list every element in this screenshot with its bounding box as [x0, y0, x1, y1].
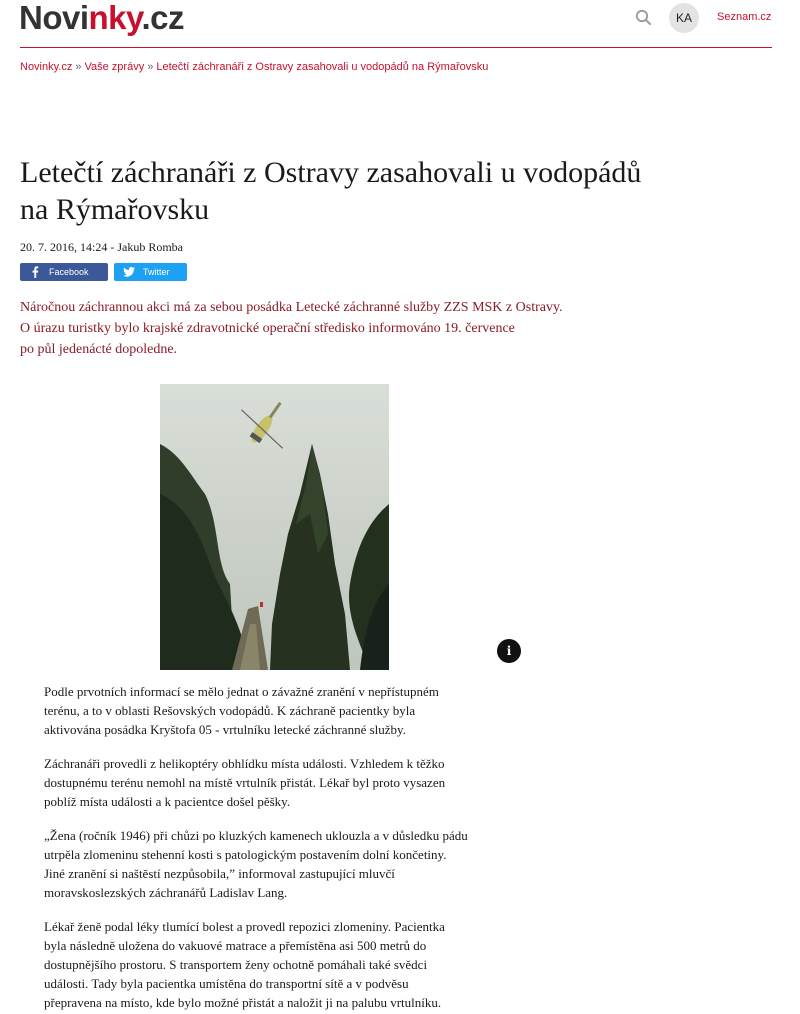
user-avatar[interactable]: KA [669, 3, 699, 33]
paragraph-line: dostupnému terénu nemohl na místě vrtulník přistát. Lékař byl proto vysazen [44, 775, 446, 790]
article-paragraph [44, 682, 514, 739]
breadcrumb-section[interactable]: Vaše zprávy [84, 61, 145, 73]
paragraph-line: Záchranáři provedli z helikoptéry obhlídku místa události. Vzhledem k těžko [44, 756, 445, 771]
breadcrumb [20, 61, 488, 73]
title-line: Letečtí záchranáři z Ostravy zasahovali u vodopádů [20, 156, 642, 189]
article-title [20, 154, 740, 228]
photo-info-button[interactable]: i [497, 639, 521, 663]
perex-line: po půl jedenácté dopoledne. [20, 342, 178, 357]
breadcrumb-separator: » [75, 61, 82, 73]
twitter-icon [123, 266, 135, 278]
paragraph-line: byla následně uložena do vakuové matrace a přemístěna asi 500 metrů do [44, 938, 427, 953]
paragraph-line: aktivována posádka Kryštofa 05 - vrtulníku letecké záchranné služby. [44, 722, 406, 737]
paragraph-line: Jiné zranění si naštěstí nezpůsobila,” informoval zastupující mluvčí [44, 866, 395, 881]
article-perex [20, 297, 620, 360]
paragraph-line: Lékař ženě podal léky tlumící bolest a provedl repozici zlomeniny. Pacientka [44, 919, 445, 934]
paragraph-line: terénu, a to v oblasti Rešovských vodopádů. K záchraně pacientky byla [44, 703, 416, 718]
breadcrumb-separator: » [147, 61, 154, 73]
article-meta: 20. 7. 2016, 14:24 - Jakub Romba [20, 240, 183, 254]
helicopter-rescue-photo [160, 384, 389, 670]
perex-line: O úrazu turistky bylo krajské zdravotnické operační středisko informováno 19. července [20, 321, 515, 336]
logo-suffix: .cz [141, 0, 184, 36]
paragraph-line: Podle prvotních informací se mělo jednat o závažné zranění v nepřístupném [44, 684, 439, 699]
breadcrumb-home[interactable]: Novinky.cz [20, 61, 73, 73]
paragraph-line: utrpěla zlomeninu stehenní kosti s patologickým postavením dolní končetiny. [44, 847, 447, 862]
paragraph-line: přepravena na místo, kde bylo možné přistát a naložit ji na palubu vrtulníku. [44, 995, 442, 1010]
twitter-share-button[interactable] [114, 263, 187, 281]
paragraph-line: dostupnějšího prostoru. S transportem ženy ochotně pomáhali také svědci [44, 957, 428, 972]
twitter-share-label: Twitter [143, 267, 170, 277]
article-photo[interactable] [160, 384, 389, 670]
title-line: na Rýmařovsku [20, 193, 210, 226]
facebook-share-button[interactable] [20, 263, 108, 281]
site-logo[interactable] [19, 0, 184, 36]
logo-accent: nky [88, 0, 142, 36]
paragraph-line: „Žena (ročník 1946) při chůzi po kluzkých kamenech uklouzla a v důsledku pádu [44, 828, 468, 843]
article-paragraph [44, 754, 514, 811]
paragraph-line: moravskoslezských záchranářů Ladislav Lang. [44, 885, 288, 900]
article-paragraph [44, 826, 514, 902]
search-icon [634, 8, 654, 28]
paragraph-line: poblíž místa události a k pacientce došel pěšky. [44, 794, 291, 809]
search-button[interactable] [634, 8, 654, 28]
facebook-icon [29, 266, 41, 278]
article-body [44, 682, 514, 1014]
seznam-link[interactable]: Seznam.cz [717, 11, 772, 23]
site-header [0, 0, 800, 48]
header-divider [20, 47, 772, 48]
perex-line: Náročnou záchrannou akci má za sebou posádka Letecké záchranné služby ZZS MSK z Ostravy. [20, 300, 563, 315]
logo-main: Novi [19, 0, 89, 36]
paragraph-line: události. Tady byla pacientka umístěna do transportní sítě a v podvěsu [44, 976, 409, 991]
facebook-share-label: Facebook [49, 267, 89, 277]
breadcrumb-current[interactable]: Letečtí záchranáři z Ostravy zasahovali u vodopádů na Rýmařovsku [156, 61, 489, 73]
article-paragraph [44, 917, 514, 1012]
